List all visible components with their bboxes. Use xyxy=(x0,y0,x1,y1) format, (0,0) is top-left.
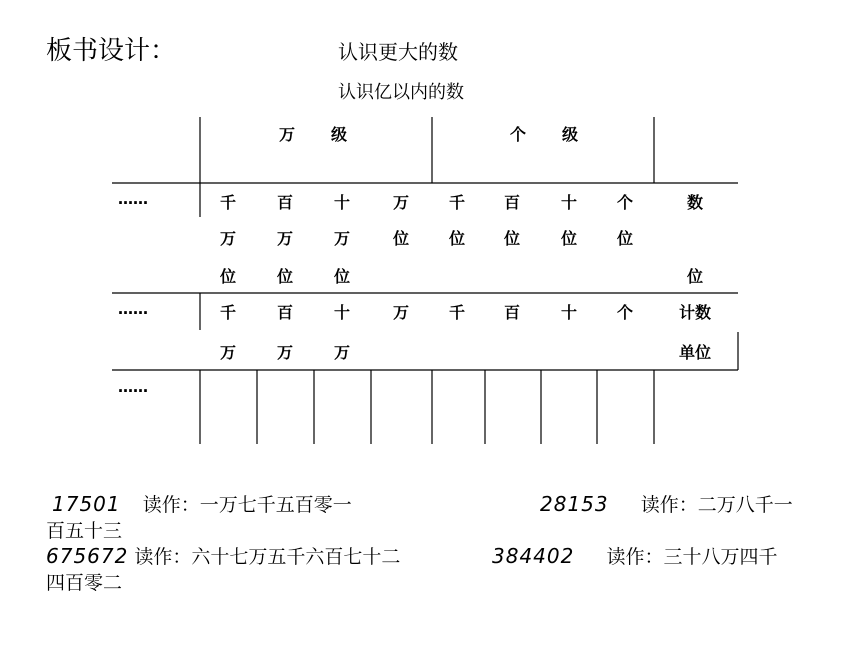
place-cell: 位 xyxy=(392,229,409,248)
example-number: 28153 xyxy=(540,492,609,516)
place-cell: 百 xyxy=(503,193,520,212)
ge-level-header xyxy=(510,122,578,145)
level-char: 级 xyxy=(331,125,348,144)
place-cell: 千 xyxy=(219,193,236,212)
example-number: 675672 xyxy=(46,544,129,568)
place-cell: 百 xyxy=(276,193,293,212)
place-header-cell: 位 xyxy=(686,267,703,286)
place-cell: 位 xyxy=(333,267,350,286)
level-char: 级 xyxy=(562,125,579,144)
place-cell: 位 xyxy=(560,229,577,248)
board-design-heading: 板书设计： xyxy=(46,36,177,66)
example-reading: 读作：六十七万五千六百七十二 xyxy=(134,546,401,568)
unit-cell: 万 xyxy=(219,343,236,362)
place-cell: 万 xyxy=(219,229,236,248)
unit-cell: 百 xyxy=(276,303,293,322)
unit-cell: 万 xyxy=(333,343,350,362)
place-cell: 十 xyxy=(560,193,577,212)
place-cell: 十 xyxy=(333,193,350,212)
example-4 xyxy=(492,542,777,569)
example-number: 17501 xyxy=(52,492,121,516)
level-char: 万 xyxy=(279,125,296,144)
unit-cell: 十 xyxy=(333,303,350,322)
unit-cell: 百 xyxy=(503,303,520,322)
unit-cell: 千 xyxy=(219,303,236,322)
ellipsis-place-row: …… xyxy=(118,190,148,208)
example-number: 384402 xyxy=(492,544,575,568)
place-cell: 位 xyxy=(503,229,520,248)
place-cell: 位 xyxy=(448,229,465,248)
unit-cell: 千 xyxy=(448,303,465,322)
unit-header-cell: 计数 xyxy=(678,303,711,322)
level-char: 个 xyxy=(510,125,527,144)
place-header-cell: 数 xyxy=(686,193,703,212)
place-cell: 位 xyxy=(616,229,633,248)
example-1 xyxy=(52,490,352,517)
unit-cell: 十 xyxy=(560,303,577,322)
place-cell: 位 xyxy=(219,267,236,286)
ellipsis-unit-row: …… xyxy=(118,300,148,318)
unit-header-cell: 单位 xyxy=(678,343,711,362)
unit-cell: 万 xyxy=(276,343,293,362)
place-cell: 位 xyxy=(276,267,293,286)
lesson-subtitle: 认识亿以内的数 xyxy=(338,82,464,103)
ellipsis-empty-row: …… xyxy=(118,378,148,396)
example-reading: 读作：二万八千一 xyxy=(640,494,793,516)
place-cell: 个 xyxy=(616,193,633,212)
unit-cell: 万 xyxy=(392,303,409,322)
place-cell: 万 xyxy=(276,229,293,248)
example-4-continuation: 四百零二 xyxy=(46,572,123,594)
example-reading: 读作：一万七千五百零一 xyxy=(142,494,352,516)
place-cell: 万 xyxy=(333,229,350,248)
example-reading: 读作：三十八万四千 xyxy=(606,546,778,568)
example-3 xyxy=(46,542,400,569)
lesson-title: 认识更大的数 xyxy=(338,40,458,64)
example-2 xyxy=(540,490,793,517)
place-cell: 万 xyxy=(392,193,409,212)
example-2-continuation: 百五十三 xyxy=(46,520,123,542)
unit-cell: 个 xyxy=(616,303,633,322)
place-cell: 千 xyxy=(448,193,465,212)
wan-level-header xyxy=(279,122,347,145)
